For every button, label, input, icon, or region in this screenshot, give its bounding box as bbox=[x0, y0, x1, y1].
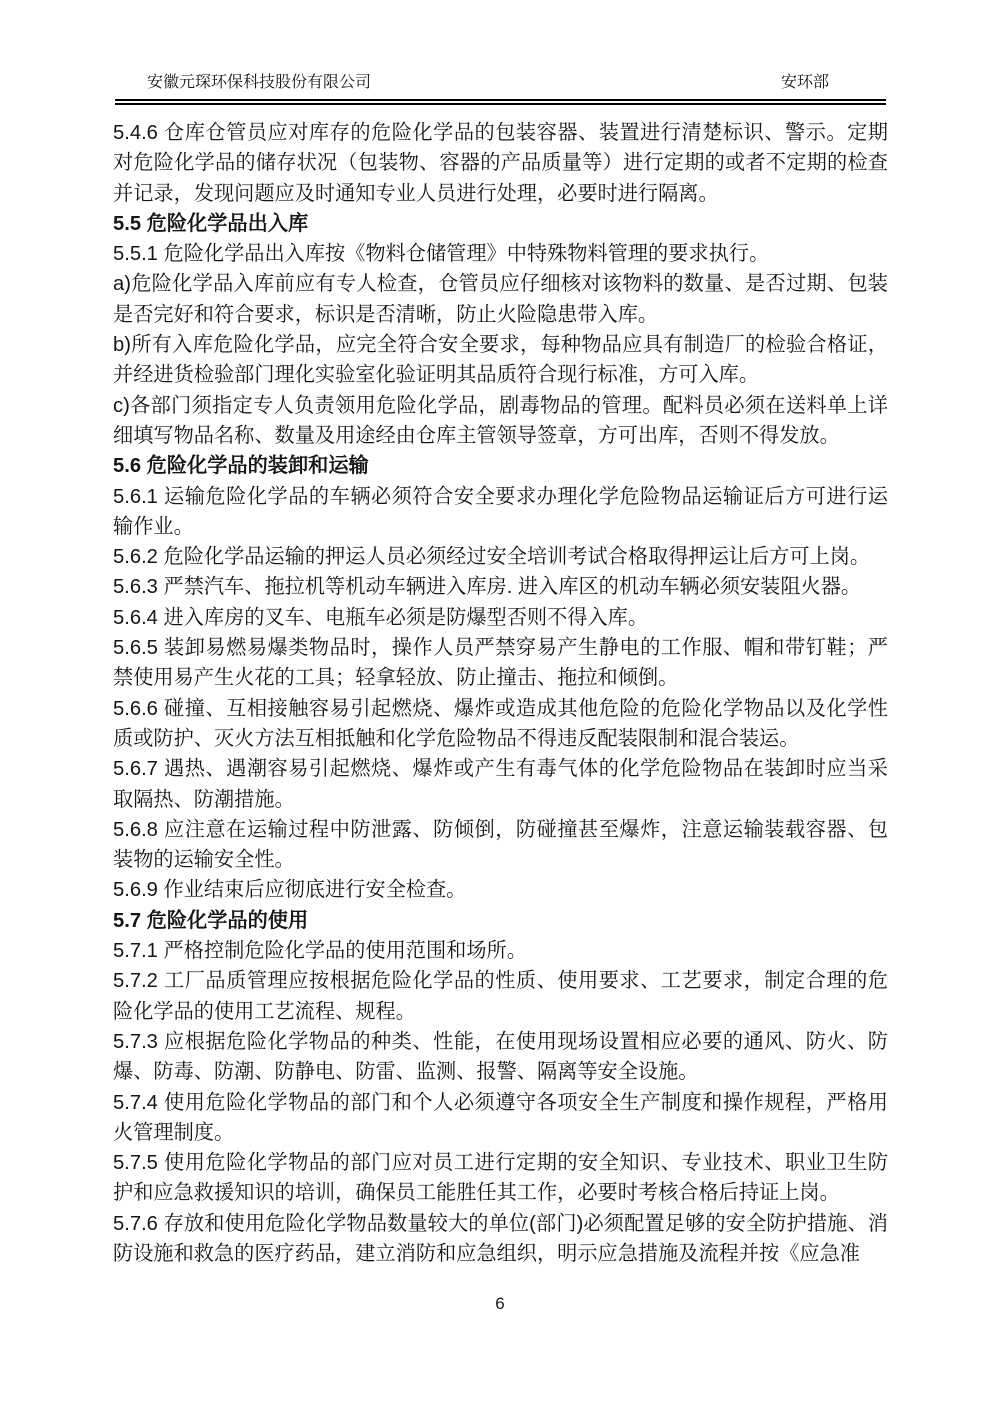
paragraph: 5.6.3 严禁汽车、拖拉机等机动车辆进入库房. 进入库区的机动车辆必须安装阻火器。 bbox=[113, 576, 862, 599]
paragraph: 5.6.7 遇热、遇潮容易引起燃烧、爆炸或产生有毒气体的化学危险物品在装卸时应当采取隔热、防潮措施。 bbox=[113, 758, 888, 811]
paragraph: 5.7.3 应根据危险化学物品的种类、性能，在使用现场设置相应必要的通风、防火、防爆、防毒、防潮、防静电、防雷、监测、报警、隔离等安全设施。 bbox=[113, 1030, 888, 1084]
paragraph: 5.7.4 使用危险化学物品的部门和个人必须遵守各项安全生产制度和操作规程，严格用火管理制度。 bbox=[113, 1091, 888, 1144]
paragraph: 5.6.1 运输危险化学品的车辆必须符合安全要求办理化学危险物品运输证后方可进行运输作业。 bbox=[113, 485, 888, 538]
paragraph: 5.6.5 装卸易燃易爆类物品时，操作人员严禁穿易产生静电的工作服、帽和带钉鞋；严禁使用易产生火花的工具；轻拿轻放、防止撞击、拖拉和倾倒。 bbox=[113, 637, 888, 690]
paragraph: a)危险化学品入库前应有专人检查，仓管员应仔细核对该物料的数量、是否过期、包装是否完好和符合要求，标识是否清晰，防止火险隐患带入库。 bbox=[113, 273, 888, 326]
company-name: 安徽元琛环保科技股份有限公司 bbox=[147, 74, 372, 91]
paragraph: 5.6.9 作业结束后应彻底进行安全检查。 bbox=[113, 879, 467, 902]
department-name: 安环部 bbox=[781, 74, 830, 91]
paragraph: 5.7.5 使用危险化学物品的部门应对员工进行定期的安全知识、专业技术、职业卫生防护和应急救援知识的培训，确保员工能胜任其工作，必要时考核合格后持证上岗。 bbox=[113, 1152, 888, 1205]
paragraph: b)所有入库危险化学品，应完全符合安全要求，每种物品应具有制造厂的检验合格证，并经进货检验部门理化实验室化验证明其品质符合现行标准，方可入库。 bbox=[113, 334, 888, 387]
paragraph: 5.7.6 存放和使用危险化学物品数量较大的单位(部门)必须配置足够的安全防护措施、消防设施和救急的医疗药品，建立消防和应急组织，明示应急措施及流程并按《应急准 bbox=[113, 1212, 888, 1265]
paragraph: c)各部门须指定专人负责领用危险化学品，剧毒物品的管理。配料员必须在送料单上详细填写物品名称、数量及用途经由仓库主管领导签章，方可出库，否则不得发放。 bbox=[113, 394, 888, 447]
document-body bbox=[113, 118, 888, 1269]
paragraph: 5.4.6 仓库仓管员应对库存的危险化学品的包装容器、装置进行清楚标识、警示。定期对危险化学品的储存状况（包装物、容器的产品质量等）进行定期的或者不定期的检查并记录，发现问题应及时通知专业人员进行处理，必要时进行隔离。 bbox=[113, 122, 888, 205]
paragraph: 5.6.6 碰撞、互相接触容易引起燃烧、爆炸或造成其他危险的危险化学物品以及化学性质或防护、灭火方法互相抵触和化学危险物品不得违反配装限制和混合装运。 bbox=[113, 697, 888, 750]
paragraph: 5.6.2 危险化学品运输的押运人员必须经过安全培训考试合格取得押运让后方可上岗。 bbox=[113, 546, 871, 569]
page-header bbox=[0, 0, 1000, 110]
page-number: 6 bbox=[495, 1294, 505, 1313]
paragraph: 5.6.4 进入库房的叉车、电瓶车必须是防爆型否则不得入库。 bbox=[113, 606, 649, 629]
page-footer bbox=[0, 1292, 1000, 1316]
paragraph: 5.7.1 严格控制危险化学品的使用范围和场所。 bbox=[113, 940, 527, 963]
section-heading: 5.6 危险化学品的装卸和运输 bbox=[113, 455, 369, 478]
header-double-rule bbox=[115, 99, 886, 105]
paragraph: 5.5.1 危险化学品出入库按《物料仓储管理》中特殊物料管理的要求执行。 bbox=[113, 243, 770, 266]
section-heading: 5.7 危险化学品的使用 bbox=[113, 909, 309, 932]
paragraph: 5.6.8 应注意在运输过程中防泄露、防倾倒，防碰撞甚至爆炸，注意运输装载容器、包装物的运输安全性。 bbox=[113, 818, 888, 872]
paragraph: 5.7.2 工厂品质管理应按根据危险化学品的性质、使用要求、工艺要求，制定合理的危险化学品的使用工艺流程、规程。 bbox=[113, 970, 888, 1023]
section-heading: 5.5 危险化学品出入库 bbox=[113, 212, 309, 235]
